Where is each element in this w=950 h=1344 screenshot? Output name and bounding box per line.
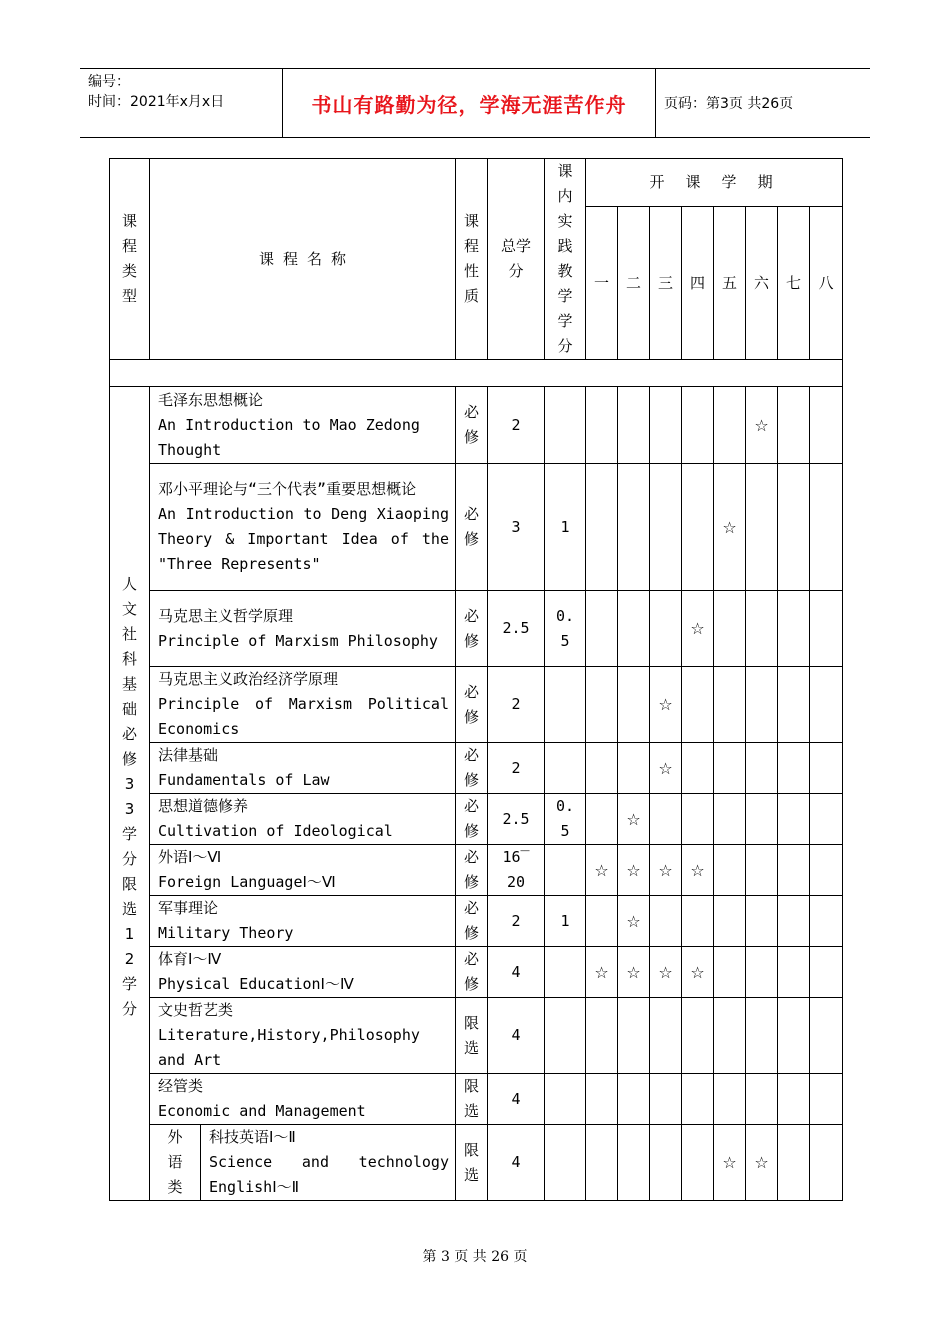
table-row [110,1074,843,1125]
table-row [110,1125,843,1201]
semester-mark [714,794,746,845]
semester-mark [682,896,714,947]
semester-header-7: 七 [778,207,810,360]
semester-mark [810,896,843,947]
course-name [150,1074,456,1125]
semester-mark [682,464,714,591]
semester-mark [746,794,778,845]
semester-mark [810,998,843,1074]
course-name-en: Cultivation of Ideological [158,822,393,840]
semester-mark [810,1125,843,1201]
course-name-en: Principle of Marxism Political Economics [158,695,449,738]
course-name-en: An Introduction to Mao Zedong Thought [158,415,420,459]
semester-mark [746,464,778,591]
course-name-zh: 马克思主义哲学原理 [158,606,294,625]
semester-mark [650,1074,682,1125]
semester-mark [650,591,682,667]
semester-mark [746,743,778,794]
course-nature: 必修 [456,591,488,667]
table-row [110,387,843,464]
semester-mark [810,845,843,896]
semester-header-5: 五 [714,207,746,360]
header-semesters: 开 课 学 期 [586,159,843,207]
course-nature: 限选 [456,998,488,1074]
course-nature: 必修 [456,845,488,896]
semester-mark [714,387,746,464]
course-nature: 必修 [456,387,488,464]
course-credits: 4 [488,947,545,998]
semester-mark [586,667,618,743]
semester-mark [778,464,810,591]
spacer-row [110,360,843,387]
semester-mark [618,743,650,794]
semester-mark [810,1074,843,1125]
course-name [150,998,456,1074]
table-row [110,743,843,794]
course-name-zh: 经管类 [158,1077,204,1095]
semester-mark [746,845,778,896]
semester-mark [778,1125,810,1201]
course-name [150,896,456,947]
semester-mark [618,387,650,464]
semester-mark: ☆ [650,743,682,794]
semester-mark [714,998,746,1074]
semester-mark [650,794,682,845]
course-name [201,1125,456,1201]
course-nature: 必修 [456,794,488,845]
course-name-en: An Introduction to Deng Xiaoping Theory & Important Idea of the "Three Represents" [158,505,449,573]
semester-mark [810,667,843,743]
semester-mark [586,1125,618,1201]
semester-mark [586,998,618,1074]
semester-mark [778,1074,810,1125]
semester-mark [650,998,682,1074]
course-nature: 限选 [456,1074,488,1125]
number-label: 编号： [88,74,130,90]
semester-mark [714,947,746,998]
semester-mark [778,845,810,896]
course-credits: 4 [488,1074,545,1125]
semester-mark [618,464,650,591]
page-footer: 第 3 页 共 26 页 [422,1249,528,1265]
semester-header-3: 三 [650,207,682,360]
course-name-en: Principle of Marxism Philosophy [158,631,438,650]
semester-mark [778,896,810,947]
course-practice [545,845,586,896]
header-practice-credits: 课内实践教学学分 [545,159,586,360]
course-name-zh: 邓小平理论与“三个代表”重要思想概论 [158,480,417,498]
semester-mark: ☆ [618,845,650,896]
course-name-en: Physical EducationⅠ～Ⅳ [158,975,354,993]
course-credits: 4 [488,998,545,1074]
course-name-zh: 法律基础 [158,746,219,764]
course-nature: 必修 [456,896,488,947]
course-credits: 2.5 [488,591,545,667]
semester-mark [682,667,714,743]
semester-mark [746,998,778,1074]
semester-mark [746,896,778,947]
semester-mark [586,464,618,591]
course-nature: 必修 [456,743,488,794]
course-practice [545,743,586,794]
semester-mark: ☆ [650,667,682,743]
course-table [109,158,843,1201]
semester-mark: ☆ [714,464,746,591]
semester-mark [746,591,778,667]
course-name-en: Science and technology EnglishⅠ～Ⅱ [209,1153,449,1196]
semester-mark [682,1125,714,1201]
semester-mark [618,1125,650,1201]
category-cell: 人文社科基础 必修33学分 限选12学分 [110,387,150,1201]
header-category: 课程类型 [110,159,150,360]
document-header [80,68,870,138]
course-name-zh: 思想道德修养 [158,797,249,815]
semester-mark [682,743,714,794]
course-name [150,464,456,591]
course-credits: 2 [488,896,545,947]
semester-mark [682,794,714,845]
course-name-zh: 文史哲艺类 [158,1001,234,1019]
semester-mark [586,387,618,464]
course-name [150,667,456,743]
course-group: 外语类 [150,1125,201,1201]
course-practice: 1 [545,896,586,947]
motto: 书山有路勤为径，学海无涯苦作舟 [282,69,656,137]
semester-mark [682,998,714,1074]
semester-mark: ☆ [586,845,618,896]
semester-mark [778,998,810,1074]
table-row [110,591,843,667]
semester-mark [586,591,618,667]
semester-mark [810,464,843,591]
course-practice [545,947,586,998]
semester-mark [618,1074,650,1125]
course-name-zh: 体育Ⅰ～Ⅳ [158,950,222,968]
course-nature: 必修 [456,667,488,743]
semester-mark [586,896,618,947]
semester-mark [810,591,843,667]
table-row [110,667,843,743]
semester-mark [714,896,746,947]
course-practice: 1 [545,464,586,591]
semester-mark [746,947,778,998]
course-nature: 必修 [456,947,488,998]
semester-mark: ☆ [650,845,682,896]
semester-mark [682,387,714,464]
course-name [150,591,456,667]
course-name-zh: 毛泽东思想概论 [158,390,264,409]
course-name-en: Fundamentals of Law [158,771,330,789]
semester-header-8: 八 [810,207,843,360]
course-name [150,387,456,464]
header-total-credits: 总学分 [488,159,545,360]
semester-mark [810,387,843,464]
semester-mark [714,1074,746,1125]
course-credits: 16‾20 [488,845,545,896]
semester-header-6: 六 [746,207,778,360]
semester-mark [618,667,650,743]
semester-mark [778,743,810,794]
header-course-name: 课 程 名 称 [150,159,456,360]
course-practice [545,998,586,1074]
semester-header-2: 二 [618,207,650,360]
semester-mark [586,794,618,845]
semester-header-4: 四 [682,207,714,360]
table-row [110,947,843,998]
semester-mark [618,591,650,667]
semester-mark [650,1125,682,1201]
semester-mark [714,667,746,743]
table-row [110,794,843,845]
semester-mark: ☆ [746,387,778,464]
course-name-en: Military Theory [158,924,294,942]
course-credits: 3 [488,464,545,591]
semester-mark [810,947,843,998]
course-name [150,794,456,845]
table-row [110,464,843,591]
course-credits: 2 [488,743,545,794]
course-nature: 必修 [456,464,488,591]
course-practice [545,1074,586,1125]
semester-mark [746,1074,778,1125]
course-name-zh: 科技英语Ⅰ～Ⅱ [209,1128,296,1146]
semester-mark: ☆ [586,947,618,998]
semester-mark [586,743,618,794]
course-nature: 限选 [456,1125,488,1201]
course-credits: 4 [488,1125,545,1201]
semester-mark [778,667,810,743]
semester-mark [810,794,843,845]
semester-mark [810,743,843,794]
course-name-zh: 马克思主义政治经济学原理 [158,670,339,688]
semester-mark: ☆ [650,947,682,998]
course-practice [545,387,586,464]
semester-mark [618,998,650,1074]
semester-mark [586,1074,618,1125]
semester-mark: ☆ [746,1125,778,1201]
course-credits: 2 [488,387,545,464]
semester-mark: ☆ [618,896,650,947]
semester-mark [778,387,810,464]
header-meta [88,72,283,112]
course-practice [545,667,586,743]
course-name-en: Foreign LanguageⅠ～Ⅵ [158,873,336,891]
course-name-en: Literature,History,Philosophy and Art [158,1026,420,1069]
semester-mark [714,591,746,667]
header-nature: 课程性质 [456,159,488,360]
page-info: 页码：第3页 共26页 [664,96,794,112]
table-row [110,998,843,1074]
course-name [150,743,456,794]
table-row [110,896,843,947]
course-name-zh: 外语Ⅰ～Ⅵ [158,848,222,866]
course-practice: 0.5 [545,794,586,845]
semester-mark [682,1074,714,1125]
course-name [150,845,456,896]
semester-mark [650,896,682,947]
course-name [150,947,456,998]
semester-mark: ☆ [618,947,650,998]
course-name-zh: 军事理论 [158,899,219,917]
semester-mark: ☆ [682,947,714,998]
semester-mark [650,387,682,464]
course-practice [545,1125,586,1201]
semester-mark [778,947,810,998]
semester-mark [650,464,682,591]
semester-mark: ☆ [618,794,650,845]
semester-mark [746,667,778,743]
semester-mark [714,845,746,896]
course-name-en: Economic and Management [158,1102,366,1120]
course-practice: 0.5 [545,591,586,667]
semester-mark: ☆ [682,591,714,667]
semester-mark [778,591,810,667]
course-credits: 2.5 [488,794,545,845]
semester-mark [714,743,746,794]
course-credits: 2 [488,667,545,743]
time-label: 时间：2021年x月x日 [88,94,225,110]
table-row [110,845,843,896]
semester-mark: ☆ [682,845,714,896]
semester-mark [778,794,810,845]
semester-mark: ☆ [714,1125,746,1201]
semester-header-1: 一 [586,207,618,360]
